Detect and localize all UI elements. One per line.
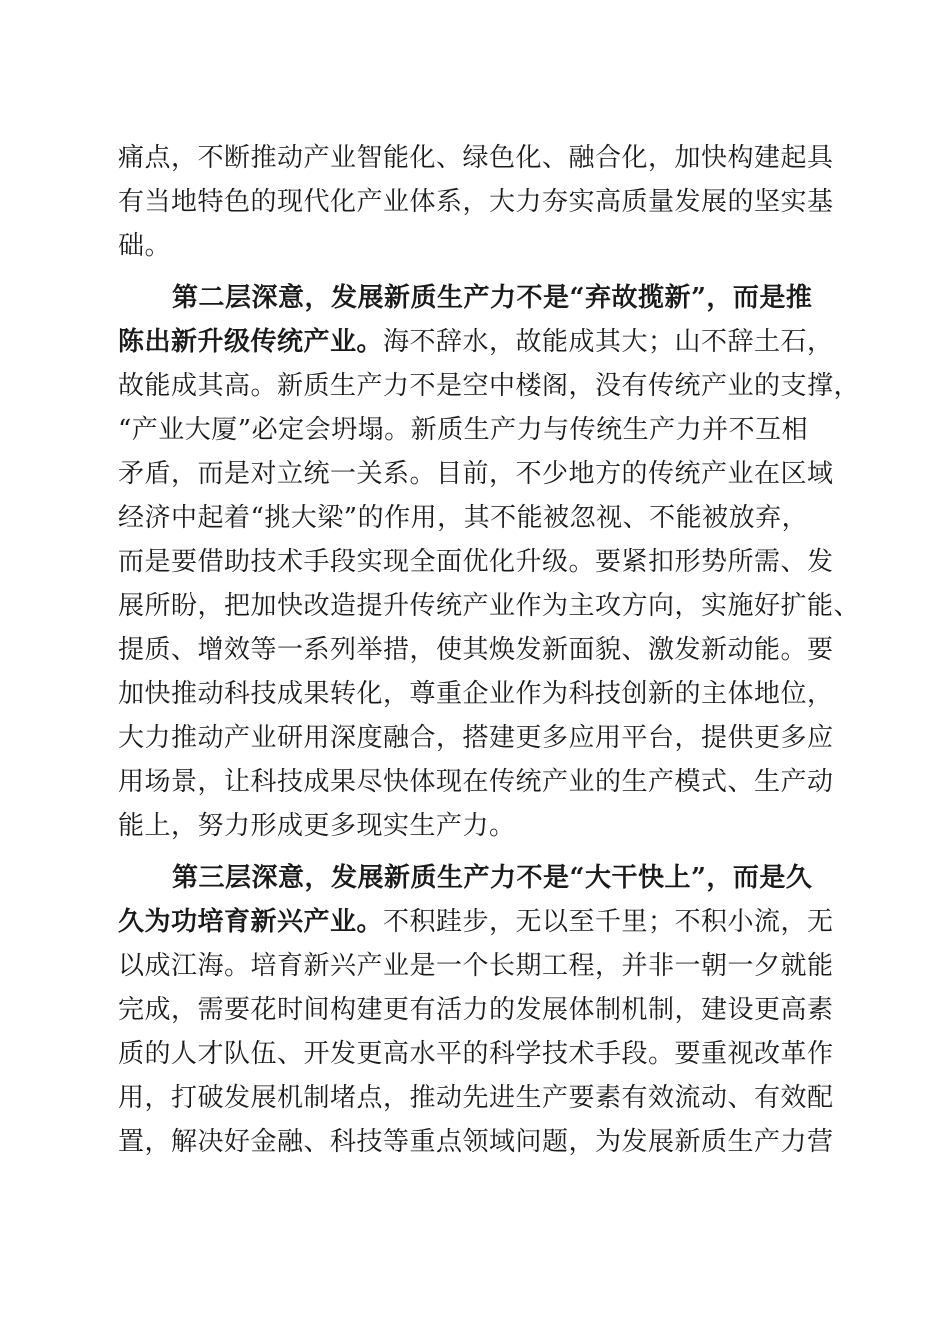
text-line (118, 180, 838, 224)
text-line (118, 452, 838, 496)
text-segment: 用场景，让科技成果尽快体现在传统产业的生产模式、生产动 (118, 767, 834, 797)
text-line (118, 900, 838, 944)
text-line (118, 1076, 838, 1120)
text-line (172, 856, 838, 900)
text-line (172, 276, 838, 320)
text-segment: 加快推动科技成果转化，尊重企业作为科技创新的主体地位， (118, 679, 834, 709)
text-line (118, 540, 838, 584)
text-segment: 海不辞水，故能成其大；山不辞土石， (383, 327, 834, 357)
text-line (118, 944, 838, 988)
text-segment: 能上，努力形成更多现实生产力。 (118, 811, 516, 841)
text-line (118, 1120, 838, 1164)
text-line (118, 628, 838, 672)
text-segment: “产业大厦”必定会坍塌。新质生产力与传统生产力并不互相 (118, 415, 809, 445)
text-segment: 痛点，不断推动产业智能化、绿色化、融合化，加快构建起具 (118, 143, 834, 173)
bold-text-segment: 陈出新升级传统产业。 (118, 327, 384, 357)
text-segment: 以成江海。培育新兴产业是一个长期工程，并非一朝一夕就能 (118, 951, 834, 981)
text-segment: 不积跬步，无以至千里；不积小流，无 (383, 907, 834, 937)
text-segment: 矛盾，而是对立统一关系。目前，不少地方的传统产业在区域 (118, 459, 834, 489)
text-segment: 展所盼，把加快改造提升传统产业作为主攻方向，实施好扩能、 (118, 591, 861, 621)
text-line (118, 136, 838, 180)
text-segment: 提质、增效等一系列举措，使其焕发新面貌、激发新动能。要 (118, 635, 834, 665)
text-segment: 故能成其高。新质生产力不是空中楼阁，没有传统产业的支撑， (118, 371, 861, 401)
text-line (118, 496, 838, 540)
text-segment: 有当地特色的现代化产业体系，大力夯实高质量发展的坚实基 (118, 187, 834, 217)
text-line (118, 716, 838, 760)
text-line (118, 224, 838, 268)
text-line (118, 408, 838, 452)
text-segment: 大力推动产业研用深度融合，搭建更多应用平台，提供更多应 (118, 723, 834, 753)
text-line (118, 760, 838, 804)
text-line (118, 988, 838, 1032)
text-segment: 完成，需要花时间构建更有活力的发展体制机制，建设更高素 (118, 995, 834, 1025)
text-segment: 而是要借助技术手段实现全面优化升级。要紧扣形势所需、发 (118, 547, 834, 577)
text-segment: 质的人才队伍、开发更高水平的科学技术手段。要重视改革作 (118, 1039, 834, 1069)
bold-text-segment: 第三层深意，发展新质生产力不是“大干快上”，而是久 (172, 863, 813, 893)
text-segment: 础。 (118, 231, 172, 261)
bold-text-segment: 第二层深意，发展新质生产力不是“弃故揽新”，而是推 (172, 283, 813, 313)
text-segment: 用，打破发展机制堵点，推动先进生产要素有效流动、有效配 (118, 1083, 834, 1113)
bold-text-segment: 久为功培育新兴产业。 (118, 907, 384, 937)
text-line (118, 364, 861, 408)
text-line (118, 320, 838, 364)
text-line (118, 672, 838, 716)
text-line (118, 804, 838, 848)
text-segment: 经济中起着“挑大梁”的作用，其不能被忽视、不能被放弃， (118, 503, 809, 533)
text-segment: 置，解决好金融、科技等重点领域问题，为发展新质生产力营 (118, 1127, 834, 1157)
text-line (118, 1032, 838, 1076)
text-line (118, 584, 861, 628)
